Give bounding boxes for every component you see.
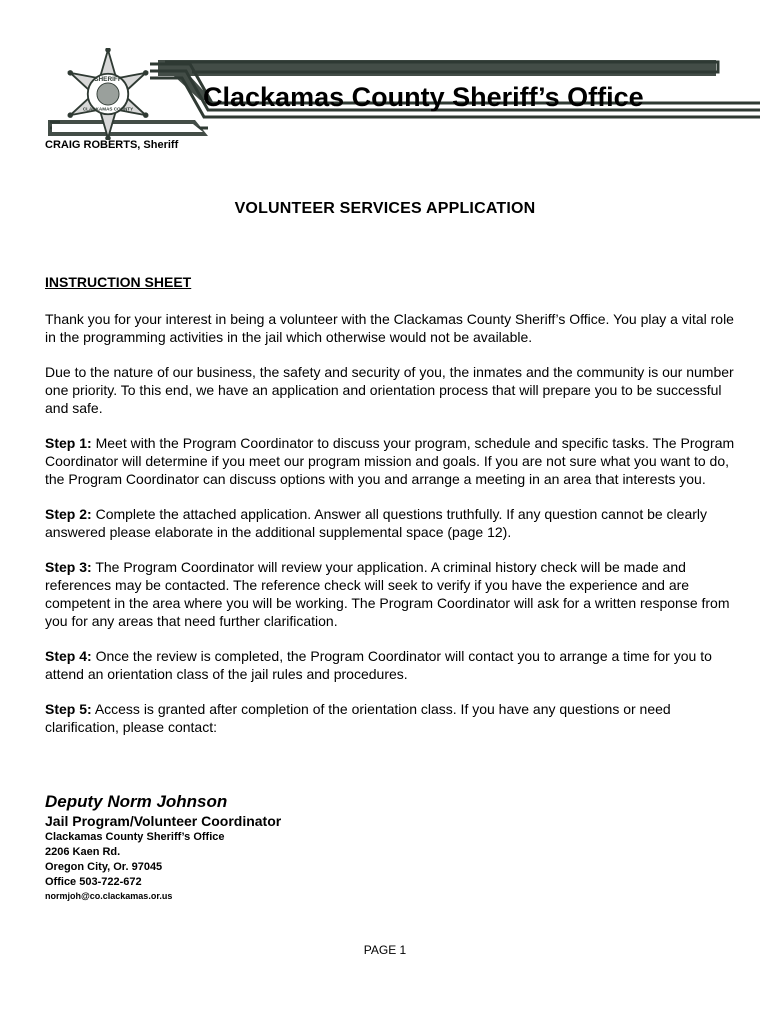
step-label: Step 2: <box>45 506 92 522</box>
instruction-body <box>45 310 735 753</box>
step-label: Step 4: <box>45 648 92 664</box>
contact-phone: Office 503-722-672 <box>45 876 142 888</box>
step-text: Access is granted after completion of the orientation class. If you have any questions or need clarification, please contact: <box>45 701 671 735</box>
page-number: PAGE 1 <box>363 943 407 957</box>
contact-address-line2: Oregon City, Or. 97045 <box>45 861 163 873</box>
step-text: Meet with the Program Coordinator to discuss your program, schedule and specific tasks. The Program Coordinator will determine if you meet our program mission and goals. If you are not sure what you want to do, the Program Coordinator can discuss options with you and arrange a meeting in an area that interests you. <box>45 435 735 487</box>
contact-name: Deputy Norm Johnson <box>45 792 228 811</box>
step-2 <box>45 505 735 541</box>
step-label: Step 5: <box>45 701 92 717</box>
document-title: VOLUNTEER SERVICES APPLICATION <box>234 200 536 217</box>
section-heading: INSTRUCTION SHEET <box>45 274 192 290</box>
contact-organization: Clackamas County Sheriff’s Office <box>45 831 225 843</box>
sheriff-star-badge-icon <box>62 48 154 140</box>
intro-paragraph: Thank you for your interest in being a volunteer with the Clackamas County Sheriff’s Office. You play a vital role in the programming activities in the jail which otherwise would not be available. <box>45 311 734 345</box>
step-3 <box>45 558 735 630</box>
contact-address-line1: 2206 Kaen Rd. <box>45 846 121 858</box>
step-5 <box>45 700 735 736</box>
contact-block <box>45 792 281 903</box>
step-label: Step 3: <box>45 559 92 575</box>
contact-role: Jail Program/Volunteer Coordinator <box>45 813 282 829</box>
step-label: Step 1: <box>45 435 92 451</box>
step-text: The Program Coordinator will review your application. A criminal history check will be made and references may be contacted. The reference check will seek to verify if you have the experience and are competent in the area where you will be working. The Program Coordinator will ask for a written response from you for any areas that need further clarification. <box>45 559 730 629</box>
contact-email: normjoh@co.clackamas.or.us <box>45 891 173 901</box>
step-text: Complete the attached application. Answer all questions truthfully. If any question cannot be clearly answered please elaborate in the additional supplemental space (page 12). <box>45 506 708 540</box>
badge-bottom-text: CLACKAMAS COUNTY <box>82 106 134 112</box>
office-title: Clackamas County Sheriff’s Office <box>203 82 644 112</box>
intro-paragraph: Due to the nature of our business, the safety and security of you, the inmates and the community is our number one priority. To this end, we have an application and orientation process that will prepare you to be successful and safe. <box>45 364 734 416</box>
step-1 <box>45 434 735 488</box>
step-text: Once the review is completed, the Program Coordinator will contact you to arrange a time for you to attend an orientation class of the jail rules and procedures. <box>45 648 712 682</box>
badge-top-text: SHERIFF <box>94 76 122 84</box>
letterhead <box>0 0 770 160</box>
step-4 <box>45 647 735 683</box>
sheriff-name: CRAIG ROBERTS, Sheriff <box>45 139 179 151</box>
